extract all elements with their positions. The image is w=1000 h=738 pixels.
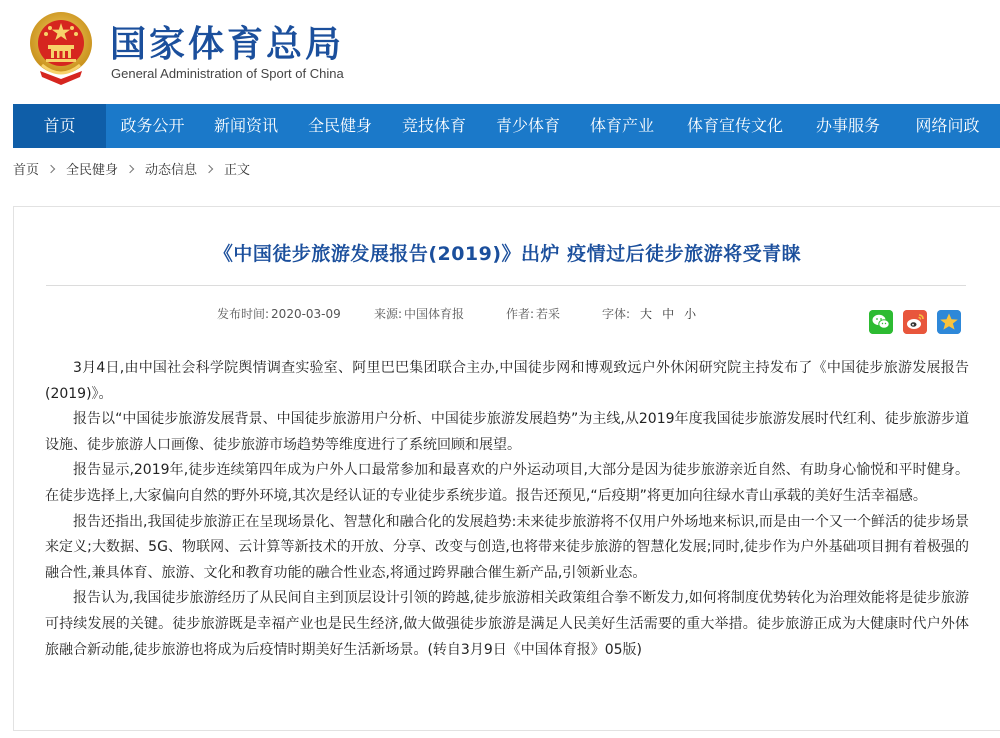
author-label: 作者: (506, 307, 535, 321)
font-large-button[interactable]: 大 (640, 307, 653, 321)
main-nav (13, 104, 1000, 148)
title-divider (46, 285, 966, 286)
nav-item-services[interactable]: 办事服务 (815, 116, 880, 135)
breadcrumb-fitness[interactable]: 全民健身 (66, 163, 119, 178)
article-paragraph: 报告还指出,我国徒步旅游正在呈现场景化、智慧化和融合化的发展趋势:未来徒步旅游将不仅用户外场地来标识,而是由一个又一个鲜活的徒步场景来定义;大数据、5G、物联网、云计算等新技术的开放、分享、改变与创造,也将带来徒步旅游的智慧化发展;同时,徒步作为户外基础项目拥有着极强的融合性,兼具体育、旅游、文化和教育功能的融合性业态,将通过跨界融合催生新产品,引领新业态。 (45, 513, 969, 581)
nav-item-online-inquiry[interactable]: 网络问政 (915, 116, 980, 135)
breadcrumb-current: 正文 (224, 163, 251, 178)
nav-item-sports-industry[interactable]: 体育产业 (589, 116, 654, 135)
article-panel (13, 206, 1000, 731)
national-emblem-icon[interactable] (28, 9, 94, 87)
nav-item-sports-culture[interactable]: 体育宣传文化 (686, 116, 783, 135)
author-value: 若采 (536, 307, 561, 321)
qzone-icon[interactable] (937, 310, 961, 334)
font-small-button[interactable]: 小 (684, 307, 697, 321)
chevron-right-icon (205, 164, 213, 172)
article-paragraph: 报告以“中国徒步旅游发展背景、中国徒步旅游用户分析、中国徒步旅游发展趋势”为主线,从2019年度我国徒步旅游发展时代红利、徒步旅游步道设施、徒步旅游人口画像、徒步旅游市场趋势等维度进行了系统回顾和展望。 (45, 411, 969, 453)
publish-date (217, 305, 341, 322)
nav-item-competitive-sports[interactable]: 竞技体育 (401, 116, 466, 135)
publish-date-label: 发布时间: (217, 307, 270, 321)
wechat-icon[interactable] (869, 310, 893, 334)
chevron-right-icon (126, 164, 134, 172)
breadcrumb-bar (0, 149, 1000, 187)
breadcrumb (13, 159, 250, 178)
source-label: 来源: (374, 307, 403, 321)
breadcrumb-news[interactable]: 动态信息 (145, 163, 198, 178)
font-size-control (602, 305, 696, 322)
site-title[interactable]: 国家体育总局 (110, 24, 345, 65)
chevron-right-icon (47, 164, 55, 172)
nav-item-home[interactable]: 首页 (13, 104, 106, 148)
font-size-label: 字体: (602, 307, 631, 321)
article-paragraph: 报告显示,2019年,徒步连续第四年成为户外人口最常参加和最喜欢的户外运动项目,大部分是因为徒步旅游亲近自然、有助身心愉悦和平时健身。在徒步选择上,大家偏向自然的野外环境,其次是经认证的专业徒步系统步道。报告还预见,“后疫期”将更加向往绿水青山承载的美好生活幸福感。 (45, 462, 969, 504)
site-header (0, 0, 1000, 100)
source-value: 中国体育报 (404, 307, 465, 321)
publish-date-value: 2020-03-09 (271, 307, 341, 321)
weibo-icon[interactable] (903, 310, 927, 334)
nav-item-fitness-for-all[interactable]: 全民健身 (307, 116, 372, 135)
breadcrumb-home[interactable]: 首页 (13, 163, 40, 178)
nav-item-youth-sports[interactable]: 青少体育 (495, 116, 560, 135)
article-body (45, 356, 969, 663)
article-title: 《中国徒步旅游发展报告(2019)》出炉 疫情过后徒步旅游将受青睐 (213, 243, 802, 265)
article-paragraph: 报告认为,我国徒步旅游经历了从民间自主到顶层设计引领的跨越,徒步旅游相关政策组合拳不断发力,如何将制度优势转化为治理效能将是徒步旅游可持续发展的关键。徒步旅游既是幸福产业也是民生经济,做大做强徒步旅游是满足人民美好生活需要的重大举措。徒步旅游正成为大健康时代户外体旅融合新动能,徒步旅游也将成为后疫情时期美好生活新场景。(转自3月9日《中国体育报》05版) (45, 590, 969, 658)
nav-item-news[interactable]: 新闻资讯 (213, 116, 278, 135)
site-subtitle: General Administration of Sport of China (111, 66, 344, 81)
font-medium-button[interactable]: 中 (662, 307, 675, 321)
article-source (374, 305, 464, 322)
article-author (506, 305, 560, 322)
article-paragraph: 3月4日,由中国社会科学院舆情调查实验室、阿里巴巴集团联合主办,中国徒步网和博观致远户外休闲研究院主持发布了《中国徒步旅游发展报告(2019)》。 (45, 360, 969, 402)
nav-item-government-affairs[interactable]: 政务公开 (120, 116, 185, 135)
